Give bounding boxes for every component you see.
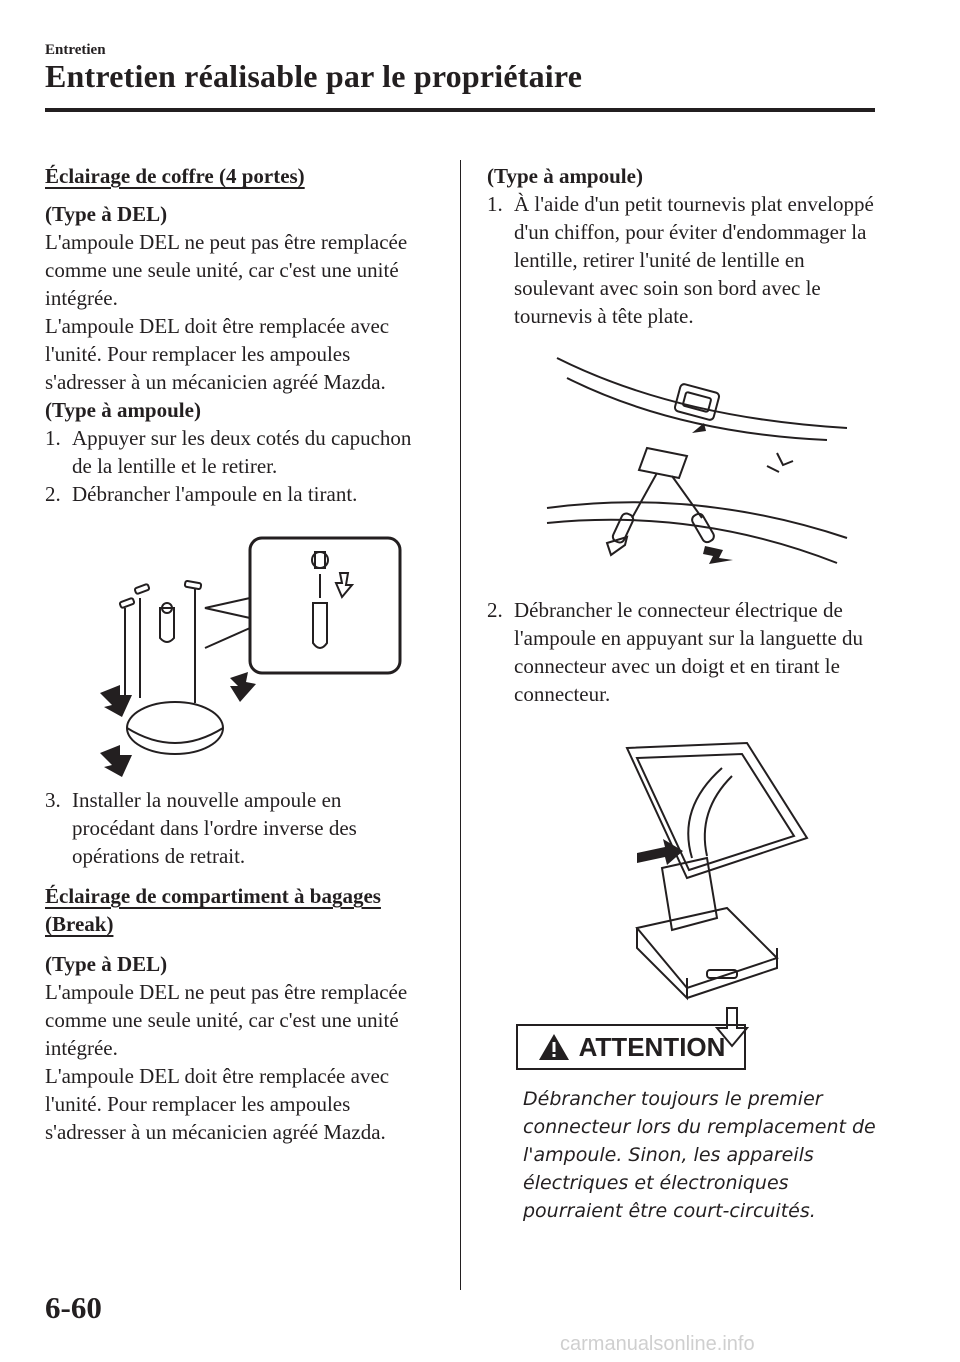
attention-text: Débrancher toujours le premier connecteur lors du remplacement de l'ampoule. Sinon, les appareils électriques et électroniques pourraient être court-circuités. — [523, 1088, 876, 1222]
led-text-2: L'ampoule DEL doit être remplacée avec l'unité. Pour remplacer les ampoules s'adresser à un mécanicien agréé Mazda. — [45, 314, 390, 394]
step-3 — [45, 786, 415, 870]
lens-removal-illustration — [487, 348, 882, 568]
step-number: 2. — [487, 598, 503, 622]
step-1 — [45, 424, 415, 480]
heading-luggage-light: Éclairage de compartiment à bagages (Break) — [45, 884, 381, 936]
warning-triangle-icon — [537, 1032, 571, 1062]
step-text: Installer la nouvelle ampoule en procédant dans l'ordre inverse des opérations de retrait. — [72, 788, 357, 868]
section-label: Entretien — [45, 42, 106, 58]
step-2 — [45, 480, 415, 508]
step-number: 2. — [45, 482, 61, 506]
watermark: carmanualsonline.info — [560, 1333, 755, 1355]
subhead-bulb: (Type à ampoule) — [487, 164, 643, 188]
page-number: 6-60 — [45, 1290, 102, 1325]
attention-box — [516, 1024, 746, 1070]
subhead-led: (Type à DEL) — [45, 202, 168, 226]
right-column — [487, 162, 882, 1048]
step-text: Débrancher l'ampoule en la tirant. — [72, 482, 358, 506]
step-number: 3. — [45, 788, 61, 812]
heading-trunk-light: Éclairage de coffre (4 portes) — [45, 164, 305, 188]
step-number: 1. — [45, 426, 61, 450]
attention-label: ATTENTION — [578, 1031, 726, 1062]
step-text: À l'aide d'un petit tournevis plat enveloppé d'un chiffon, pour éviter d'endommager la lentille, retirer l'unité de lentille en soulevant avec soin son bord avec le tournevis à tête plate. — [514, 192, 874, 328]
left-column — [45, 162, 415, 1146]
step-number: 1. — [487, 192, 503, 216]
subhead-bulb: (Type à ampoule) — [45, 398, 201, 422]
connector-illustration — [487, 738, 882, 1048]
title-rule — [45, 108, 875, 112]
led-text-1: L'ampoule DEL ne peut pas être remplacée comme une seule unité, car c'est une unité intégrée. — [45, 980, 408, 1060]
step-text: Débrancher le connecteur électrique de l'ampoule en appuyant sur la languette du connecteur avec un doigt et en tirant le connecteur. — [514, 598, 864, 706]
led-text-1: L'ampoule DEL ne peut pas être remplacée comme une seule unité, car c'est une unité intégrée. — [45, 230, 408, 310]
subhead-led: (Type à DEL) — [45, 952, 168, 976]
bulb-removal-illustration — [45, 528, 415, 778]
page-title: Entretien réalisable par le propriétaire — [45, 58, 583, 94]
column-divider — [460, 160, 461, 1290]
led-text-2: L'ampoule DEL doit être remplacée avec l'unité. Pour remplacer les ampoules s'adresser à un mécanicien agréé Mazda. — [45, 1064, 390, 1144]
step-2 — [487, 596, 882, 708]
step-1 — [487, 190, 882, 330]
step-text: Appuyer sur les deux cotés du capuchon de la lentille et le retirer. — [72, 426, 412, 478]
